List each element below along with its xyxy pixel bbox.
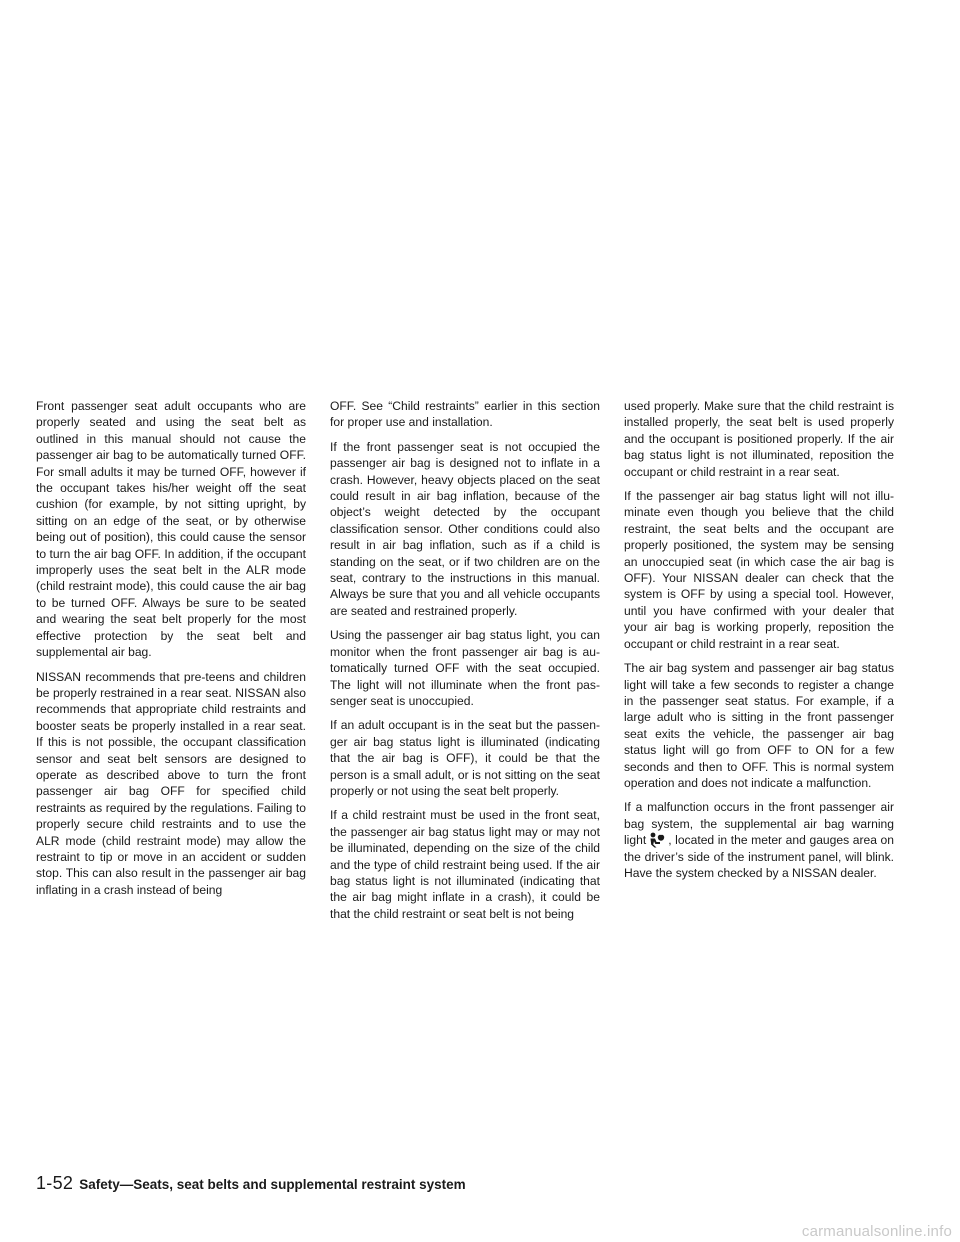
paragraph: If a child restraint must be used in the front seat, the passenger air bag status light may or may not be illuminated, depending on the size of the child and the type of child restraint being used. If the air bag status light is not illuminated (indicating that the air bag might inflate in a crash), it could be that the child restraint or seat belt is not being <box>330 808 600 921</box>
airbag-warning-icon <box>648 832 666 848</box>
paragraph: If the passenger air bag status light will not illuminate even though you believe that the child restraint, the seat belts and the occupant are properly positioned, the system may be sensing an unoccupied seat (in which case the air bag is OFF). Your NISSAN dealer can check that the system is OFF by using a special tool. However, until you have confirmed with your dealer that your air bag is working properly, reposition the occupant or child restraint in a rear seat. <box>624 489 894 651</box>
paragraph: OFF. See “Child restraints” earlier in this section for proper use and installation. <box>330 399 600 430</box>
page-footer <box>36 1173 466 1194</box>
paragraph: If an adult occupant is in the seat but the passenger air bag status light is illuminated (indicating that the air bag is OFF), it could be that the person is a small adult, or is not sitting on the seat properly or not using the seat belt properly. <box>330 718 600 798</box>
paragraph-with-icon <box>624 799 894 881</box>
paragraph-text-after-icon: , located in the meter and gauges area on the driver’s side of the instrument panel, will blink. Have the system checked by a NISSAN dealer. <box>624 833 894 880</box>
text-column-1 <box>36 398 306 906</box>
section-title: Safety—Seats, seat belts and supplemental restraint system <box>79 1177 466 1192</box>
paragraph: Using the passenger air bag status light, you can monitor when the front passenger air bag is automatically turned OFF with the seat occupied. The light will not illuminate when the front passenger seat is unoccupied. <box>330 628 600 708</box>
paragraph: Front passenger seat adult occupants who are properly seated and using the seat belt as outlined in this manual should not cause the passenger air bag to be automatically turned OFF. For small adults it may be turned OFF, however if the occupant takes his/her weight off the seat cushion (for example, by not sitting upright, by sitting on an edge of the seat, or by otherwise being out of position), this could cause the sensor to turn the air bag OFF. In addition, if the occupant improperly uses the seat belt in the ALR mode (child restraint mode), this could cause the air bag to be turned OFF. Always be sure to be seated and wearing the seat belt properly for the most effective protection by the seat belt and supplemental air bag. <box>36 399 306 660</box>
paragraph-text-before-icon: If a malfunction occurs in the front passenger air bag system, the supplemental air bag warning light <box>624 800 894 848</box>
page-number: 1-52 <box>36 1173 74 1193</box>
text-column-3 <box>624 398 894 889</box>
paragraph: NISSAN recommends that pre-teens and children be properly restrained in a rear seat. NISSAN also recommends that appropriate child restraints and booster seats be properly installed in a rear seat. If this is not possible, the occupant classification sensor and seat belt sensors are designed to operate as described above to turn the front passenger air bag OFF for specified child restraints as required by the regulations. Failing to properly secure child restraints and to use the ALR mode (child restraint mode) may allow the restraint to tip or move in an accident or sudden stop. This can also result in the passenger air bag inflating in a crash instead of being <box>36 669 306 897</box>
watermark: carmanualsonline.info <box>801 1223 952 1240</box>
text-column-2 <box>330 398 600 930</box>
paragraph: used properly. Make sure that the child restraint is installed properly, the seat belt is used properly and the occupant is positioned properly. If the air bag status light is not illuminated, reposition the occupant or child restraint in a rear seat. <box>624 399 894 479</box>
paragraph: If the front passenger seat is not occupied the passenger air bag is designed not to inflate in a crash. However, heavy objects placed on the seat could result in air bag inflation, because of the object’s weight detected by the occupant classification sensor. Other conditions could also result in air bag inflation, such as if a child is standing on the seat, or if two children are on the seat, contrary to the instructions in this manual. Always be sure that you and all vehicle occupants are seated and restrained properly. <box>330 439 600 618</box>
paragraph: The air bag system and passenger air bag status light will take a few seconds to register a change in the passenger seat status. For example, if a large adult who is sitting in the front passenger seat exits the vehicle, the passenger air bag status light will go from OFF to ON for a few seconds and then to OFF. This is normal system operation and does not indicate a malfunction. <box>624 661 894 790</box>
